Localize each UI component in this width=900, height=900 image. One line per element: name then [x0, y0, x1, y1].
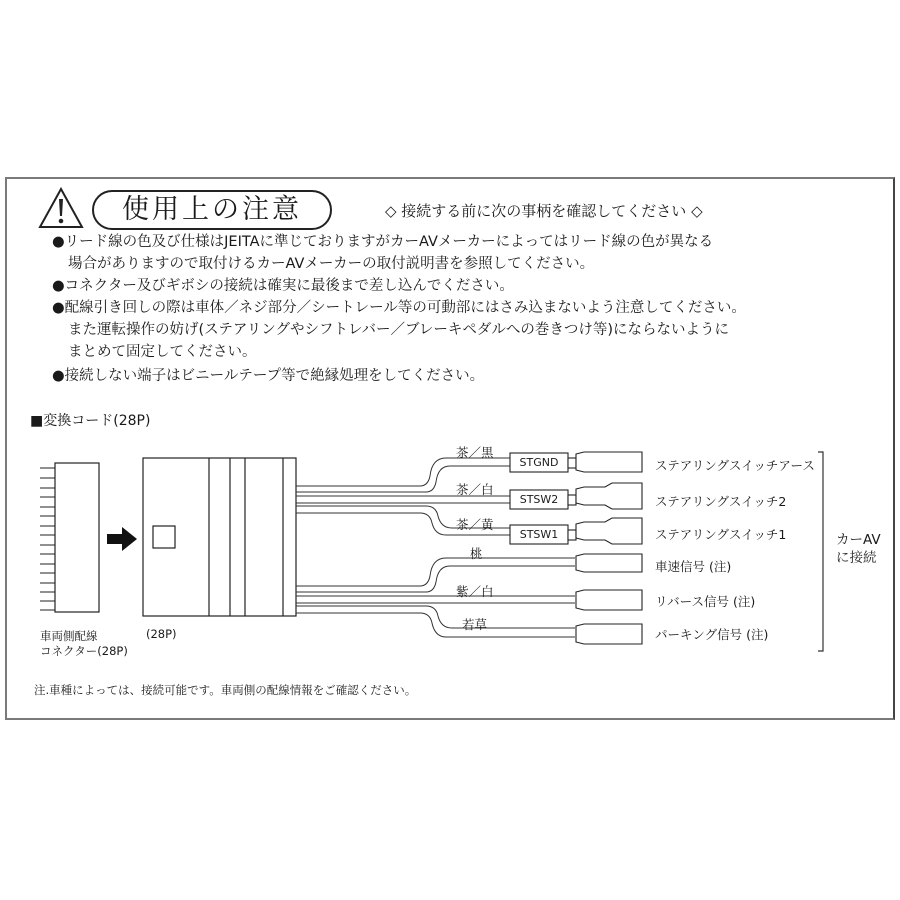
section-title: ■変換コード(28P)	[30, 413, 151, 429]
footnote: 注.車種によっては、接続可能です。車両側の配線情報をご確認ください。	[34, 683, 417, 697]
wire-color-label: 桃	[470, 546, 483, 561]
wire-tag: STGND	[519, 456, 559, 469]
note-line: 場合がありますので取付けるカーAVメーカーの取付説明書を参照してください。	[68, 256, 595, 272]
vehicle-connector-label: 車両側配線	[40, 629, 98, 643]
note-line: また運転操作の妨げ(ステアリングやシフトレバー／ブレーキペダルへの巻きつけ等)にならないように	[68, 322, 730, 338]
wire-color-label: 紫／白	[456, 584, 494, 599]
page-title: 使用上の注意	[92, 190, 332, 230]
wire-tag: STSW1	[519, 528, 559, 541]
arrow-right-icon	[107, 527, 137, 551]
bracket-label: カーAV	[836, 532, 881, 548]
note-line: ●接続しない端子はビニールテープ等で絶縁処理をしてください。	[52, 368, 485, 384]
wire-function: ステアリングスイッチアース	[655, 458, 815, 473]
wire-color-label: 茶／白	[456, 482, 494, 497]
note-line: ●コネクター及びギボシの接続は確実に最後まで差し込んでください。	[52, 278, 514, 294]
wire-color-label: 若草	[462, 617, 488, 632]
wire-tag: STSW2	[519, 493, 559, 506]
wire-color-label: 茶／黒	[456, 445, 494, 460]
vehicle-connector-label: コネクター(28P)	[40, 644, 128, 658]
subtitle: ◇ 接続する前に次の事柄を確認してください ◇	[385, 202, 703, 220]
wire-function: パーキング信号 (注)	[655, 627, 769, 642]
wire-color-label: 茶／黄	[456, 517, 494, 532]
note-line: まとめて固定してください。	[68, 344, 257, 360]
adapter-label: (28P)	[146, 627, 177, 641]
note-line: ●配線引き回しの際は車体／ネジ部分／シートレール等の可動部にはさみ込まないよう注意してください。	[52, 300, 746, 316]
wire-function: リバース信号 (注)	[655, 594, 756, 609]
wire-function: ステアリングスイッチ2	[655, 494, 787, 509]
bracket-label: に接続	[836, 550, 877, 566]
wire-function: ステアリングスイッチ1	[655, 527, 787, 542]
note-line: ●リード線の色及び仕様はJEITAに準じておりますがカーAVメーカーによってはリード線の色が異なる	[52, 234, 714, 250]
wire-function: 車速信号 (注)	[655, 559, 732, 574]
